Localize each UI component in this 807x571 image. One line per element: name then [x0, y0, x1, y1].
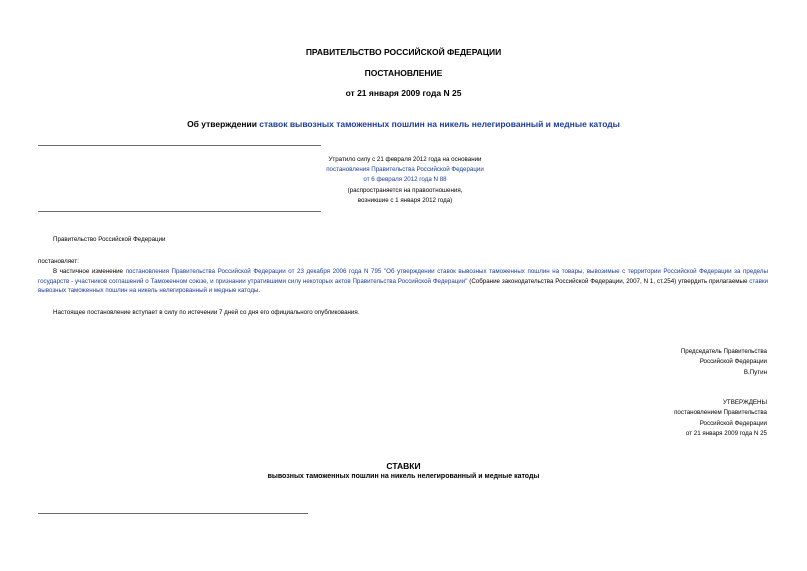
signature-line2: Российской Федерации	[699, 358, 767, 366]
status-note-link-decree[interactable]: постановления Правительства Российской Федерации	[326, 166, 484, 174]
annex-subtitle: вывозных таможенных пошлин на никель нелегированный и медные катоды	[267, 473, 540, 480]
top-divider	[38, 145, 321, 146]
doc-date-number: от 21 января 2009 года N 25	[345, 88, 462, 98]
doc-title	[0, 119, 807, 129]
signature-block	[681, 347, 767, 378]
status-note	[285, 155, 525, 206]
annex-title: СТАВКИ	[386, 461, 421, 471]
government-label: Правительство Российской Федерации	[53, 236, 166, 243]
paragraph-1-text-b: (Собрание законодательства Российской Федерации, 2007, N 1, ст.254) утвердить прилагаемые	[467, 277, 750, 285]
paragraph-2: Настоящее постановление вступает в силу по истечении 7 дней со дня его официального опубликования.	[53, 309, 360, 316]
org-heading: ПРАВИТЕЛЬСТВО РОССИЙСКОЙ ФЕДЕРАЦИИ	[305, 47, 502, 57]
status-note-link-date[interactable]: от 6 февраля 2012 года N 88	[363, 176, 447, 184]
bottom-divider	[38, 211, 321, 212]
doc-title-prefix: Об утверждении	[187, 119, 260, 129]
paragraph-1-text-c: .	[258, 287, 261, 295]
decrees-label: постановляет:	[38, 258, 79, 265]
paragraph-1-link-rates[interactable]: ставки вывозных таможенных пошлин на никель нелегированный и медные катоды	[38, 277, 769, 295]
approval-line1: УТВЕРЖДЕНЫ	[723, 399, 767, 406]
paragraph-1	[38, 267, 768, 296]
signature-line3: В.Путин	[743, 368, 767, 376]
paragraph-1-link-decree-795[interactable]: постановления Правительства Российской Федерации от 23 декабря 2006 года N 795 "Об утверждении ставок вывозных таможенных пошлин на товары, вывозимые с территории Российской Федерации за пределы государств - участников соглашений о Таможенном союзе, и признании утратившими силу некоторых актов Правительства Российской Федерации"	[38, 268, 768, 285]
signature-line1: Председатель Правительства	[680, 348, 767, 355]
status-note-line1: Утратило силу с 21 февраля 2012 года на основании	[328, 156, 482, 163]
approval-block	[674, 398, 767, 440]
approval-line3: Российской Федерации	[699, 419, 767, 427]
paragraph-1-text-a: В частичное изменение	[53, 268, 126, 275]
approval-line4: от 21 января 2009 года N 25	[685, 430, 767, 438]
doc-type-heading: ПОСТАНОВЛЕНИЕ	[364, 68, 443, 78]
annex-divider	[38, 513, 308, 514]
status-note-line4: (распространяется на правоотношения,	[347, 186, 463, 194]
doc-title-link[interactable]: ставок вывозных таможенных пошлин на никель нелегированный и медные катоды	[259, 119, 620, 129]
status-note-line5: возникшие с 1 января 2012 года)	[357, 196, 453, 204]
approval-line2: постановлением Правительства	[674, 409, 767, 417]
